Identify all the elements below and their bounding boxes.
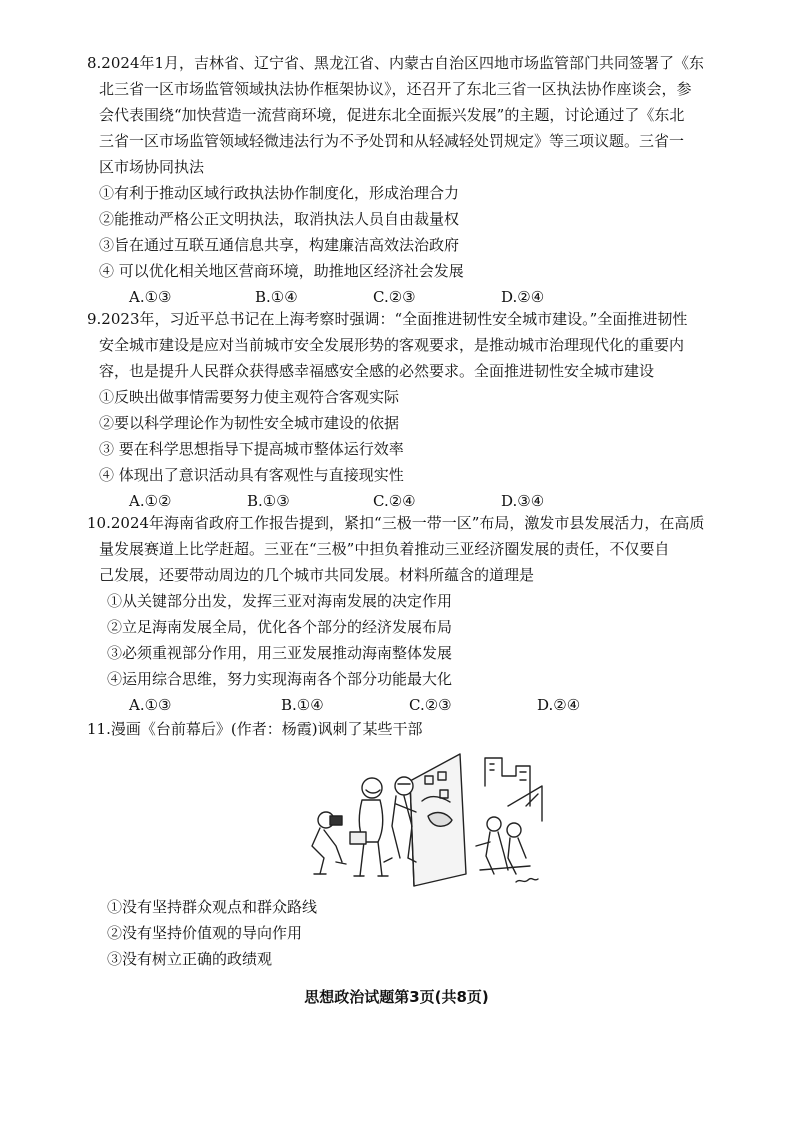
choice-a: A.①③ [129,288,172,306]
question-9-stem-line: 安全城市建设是应对当前城市安全发展形势的客观要求，是推动城市治理现代化的重要内 [99,336,685,354]
question-9 [87,306,727,514]
question-8-stem-line: 8.2024年1月，吉林省、辽宁省、黑龙江省、内蒙古自治区四地市场监管部门共同签署了《东 [87,54,705,72]
question-11-option-3: ③没有树立正确的政绩观 [107,950,273,968]
question-9-option-1: ①反映出做事情需要努力使主观符合客观实际 [99,388,400,406]
question-10-choices [87,692,727,718]
question-8-stem-line: 会代表围绕“加快营造一流营商环境，促进东北全面振兴发展”的主题，讨论通过了《东北 [99,106,685,124]
cartoon-illustration [280,746,545,888]
page-footer: 思想政治试题第3页(共8页) [304,988,489,1006]
choice-a: A.①③ [129,696,172,714]
choice-b: B.①④ [281,696,324,714]
question-8-stem-line: 三省一区市场监管领域轻微违法行为不予处罚和从轻减轻处罚规定》等三项议题。三省一 [99,132,685,150]
choice-d: D.②④ [537,696,581,714]
question-8 [87,50,727,310]
question-11-options [87,894,727,972]
question-9-option-2: ②要以科学理论作为韧性安全城市建设的依据 [99,414,400,432]
choice-b: B.①③ [247,492,290,510]
choice-d: D.③④ [501,492,545,510]
question-10-option-1: ①从关键部分出发，发挥三亚对海南发展的决定作用 [107,592,453,610]
question-10-option-4: ④运用综合思维，努力实现海南各个部分功能最大化 [107,670,453,688]
choice-c: C.②③ [373,288,416,306]
question-9-stem-line: 容，也是提升人民群众获得感幸福感安全感的必然要求。全面推进韧性安全城市建设 [99,362,655,380]
question-11 [87,716,727,742]
question-11-option-2: ②没有坚持价值观的导向作用 [107,924,303,942]
question-8-option-2: ②能推动严格公正文明执法，取消执法人员自由裁量权 [99,210,460,228]
question-10-stem-line: 量发展赛道上比学赶超。三亚在“三极”中担负着推动三亚经济圈发展的责任，不仅要自 [99,540,670,558]
question-9-stem-line: 9.2023年，习近平总书记在上海考察时强调：“全面推进韧性安全城市建设。”全面推进韧性 [87,310,688,328]
question-9-option-4: ④ 体现出了意识活动具有客观性与直接现实性 [99,466,404,484]
question-9-option-3: ③ 要在科学思想指导下提高城市整体运行效率 [99,440,404,458]
choice-c: C.②③ [409,696,452,714]
choice-a: A.①② [129,492,172,510]
question-8-option-3: ③旨在通过互联互通信息共享，构建廉洁高效法治政府 [99,236,460,254]
question-8-option-1: ①有利于推动区域行政执法协作制度化，形成治理合力 [99,184,460,202]
question-11-stem-line: 11.漫画《台前幕后》(作者：杨霞)讽刺了某些干部 [87,720,423,738]
choice-d: D.②④ [501,288,545,306]
choice-b: B.①④ [255,288,298,306]
question-11-option-1: ①没有坚持群众观点和群众路线 [107,898,318,916]
question-10-stem-line: 己发展，还要带动周边的几个城市共同发展。材料所蕴含的道理是 [99,566,535,584]
question-10-option-2: ②立足海南发展全局，优化各个部分的经济发展布局 [107,618,453,636]
choice-c: C.②④ [373,492,416,510]
question-8-stem-line: 北三省一区市场监管领域执法协作框架协议》，还召开了东北三省一区执法协作座谈会，参 [99,80,692,98]
question-10-option-3: ③必须重视部分作用，用三亚发展推动海南整体发展 [107,644,453,662]
question-10-stem-line: 10.2024年海南省政府工作报告提到，紧扣“三极一带一区”布局，激发市县发展活力，在高质 [87,514,705,532]
question-10 [87,510,727,718]
question-8-option-4: ④ 可以优化相关地区营商环境，助推地区经济社会发展 [99,262,464,280]
question-8-stem-line: 区市场协同执法 [99,158,205,176]
